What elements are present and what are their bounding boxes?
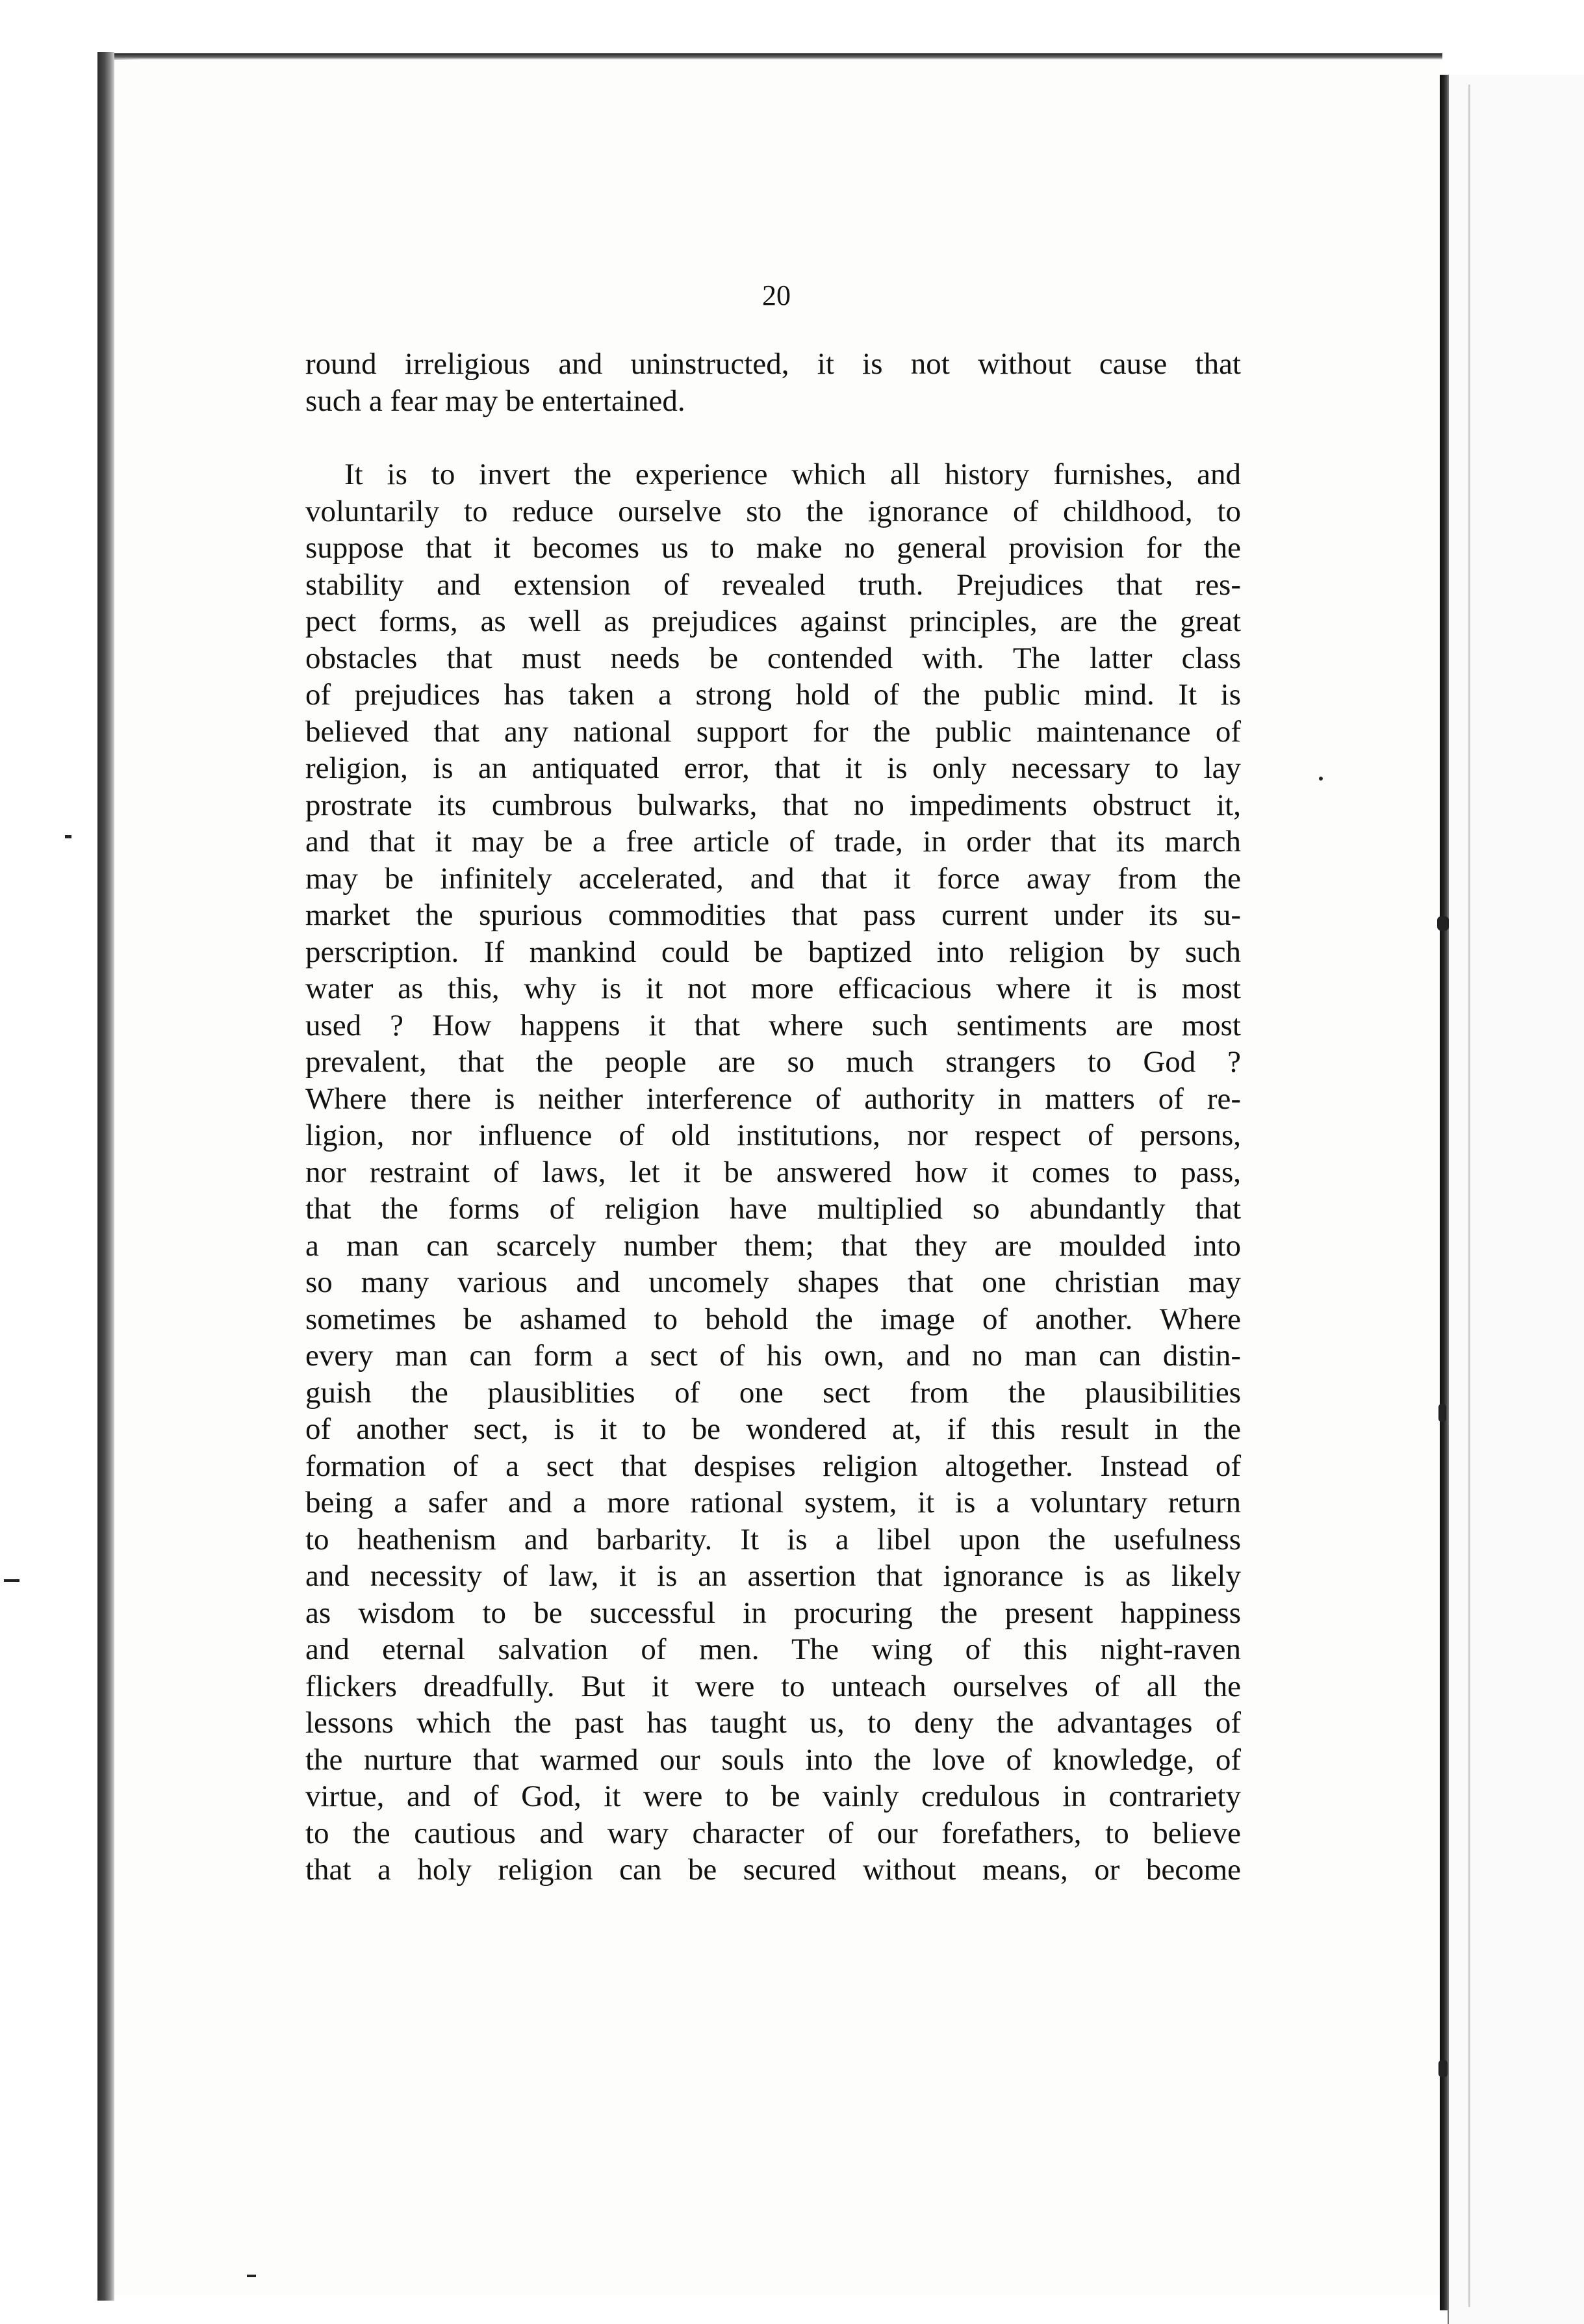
text-line: Where there is neither interference of authority in matters of re-	[305, 1081, 1241, 1116]
text-line: being a safer and a more rational system, it is a voluntary return	[305, 1486, 1241, 1519]
text-line: water as this, why is it not more efficacious where it is most	[305, 972, 1241, 1005]
text-line: religion, is an antiquated error, that it is only necessary to lay	[305, 751, 1241, 785]
text-line: and eternal salvation of men. The wing of this night-raven	[305, 1633, 1241, 1666]
binding-edge	[97, 52, 114, 2301]
text-line: as wisdom to be successful in procuring the present happiness	[305, 1595, 1241, 1630]
text-line: may be infinitely accelerated, and that it force away from the	[305, 861, 1241, 896]
text-line: to the cautious and wary character of our forefathers, to believe	[305, 1816, 1241, 1850]
text-line: that the forms of religion have multiplied so abundantly that	[305, 1192, 1241, 1226]
text-line: the nurture that warmed our souls into the love of knowledge, of	[305, 1742, 1241, 1777]
body-text	[305, 346, 1241, 1889]
margin-speck	[247, 2275, 256, 2277]
text-line: every man can form a sect of his own, and no man can distin-	[305, 1339, 1241, 1373]
text-line: to heathenism and barbarity. It is a libel upon the usefulness	[305, 1522, 1241, 1556]
text-line: stability and extension of revealed truth. Prejudices that res-	[305, 567, 1241, 602]
text-line: a man can scarcely number them; that they are moulded into	[305, 1228, 1241, 1263]
margin-speck	[4, 1579, 19, 1582]
margin-speck	[65, 835, 71, 838]
text-line: obstacles that must needs be contended with. The latter class	[305, 641, 1241, 675]
text-line: It is to invert the experience which all history furnishes, and	[344, 458, 1241, 491]
text-line: ligion, nor influence of old institutions, nor respect of persons,	[305, 1118, 1241, 1152]
text-line: guish the plausiblities of one sect from the plausibilities	[305, 1375, 1241, 1410]
text-line: round irreligious and uninstructed, it is not without cause that	[305, 347, 1241, 381]
margin-speck	[1438, 1404, 1446, 1422]
text-line: market the spurious commodities that pass current under its su-	[305, 898, 1241, 932]
text-line: so many various and uncomely shapes that one christian may	[305, 1265, 1241, 1299]
text-line: virtue, and of God, it were to be vainly credulous in contrariety	[305, 1779, 1241, 1813]
text-line: and that it may be a free article of trade, in order that its march	[305, 825, 1241, 859]
text-line: of prejudices has taken a strong hold of the public mind. It is	[305, 678, 1241, 712]
text-line: that a holy religion can be secured without means, or become	[305, 1853, 1241, 1887]
margin-speck	[1319, 777, 1323, 781]
text-line: prevalent, that the people are so much strangers to God ?	[305, 1045, 1241, 1079]
text-line: used ? How happens it that where such sentiments are most	[305, 1008, 1241, 1042]
text-line: pect forms, as well as prejudices against principles, are the great	[305, 604, 1241, 638]
paragraph-2	[305, 456, 1241, 1889]
text-line: prostrate its cumbrous bulwarks, that no impediments obstruct it,	[305, 788, 1241, 822]
text-line: nor restraint of laws, let it be answered how it comes to pass,	[305, 1155, 1241, 1189]
text-line: sometimes be ashamed to behold the image of another. Where	[305, 1302, 1241, 1336]
text-line: voluntarily to reduce ourselve sto the ignorance of childhood, to	[305, 494, 1241, 528]
text-line: of another sect, is it to be wondered at, if this result in the	[305, 1412, 1241, 1446]
text-line: such a fear may be entertained.	[305, 383, 685, 418]
paragraph-1	[305, 346, 1241, 419]
page-top-edge	[110, 53, 1442, 60]
text-line: lessons which the past has taught us, to deny the advantages of	[305, 1706, 1241, 1740]
text-line: formation of a sect that despises religion altogether. Instead of	[305, 1449, 1241, 1483]
recto-page-line	[1468, 84, 1470, 2307]
gutter-fold	[1440, 75, 1448, 2310]
text-line: believed that any national support for the public maintenance of	[305, 714, 1241, 749]
text-line: suppose that it becomes us to make no general provision for the	[305, 531, 1241, 565]
margin-speck	[1438, 2060, 1448, 2077]
margin-speck	[1437, 916, 1449, 931]
text-line: and necessity of law, it is an assertion that ignorance is as likely	[305, 1559, 1241, 1593]
text-line: flickers dreadfully. But it were to unteach ourselves of all the	[305, 1669, 1241, 1703]
page-number: 20	[762, 279, 791, 311]
text-line: perscription. If mankind could be baptized into religion by such	[305, 935, 1241, 969]
